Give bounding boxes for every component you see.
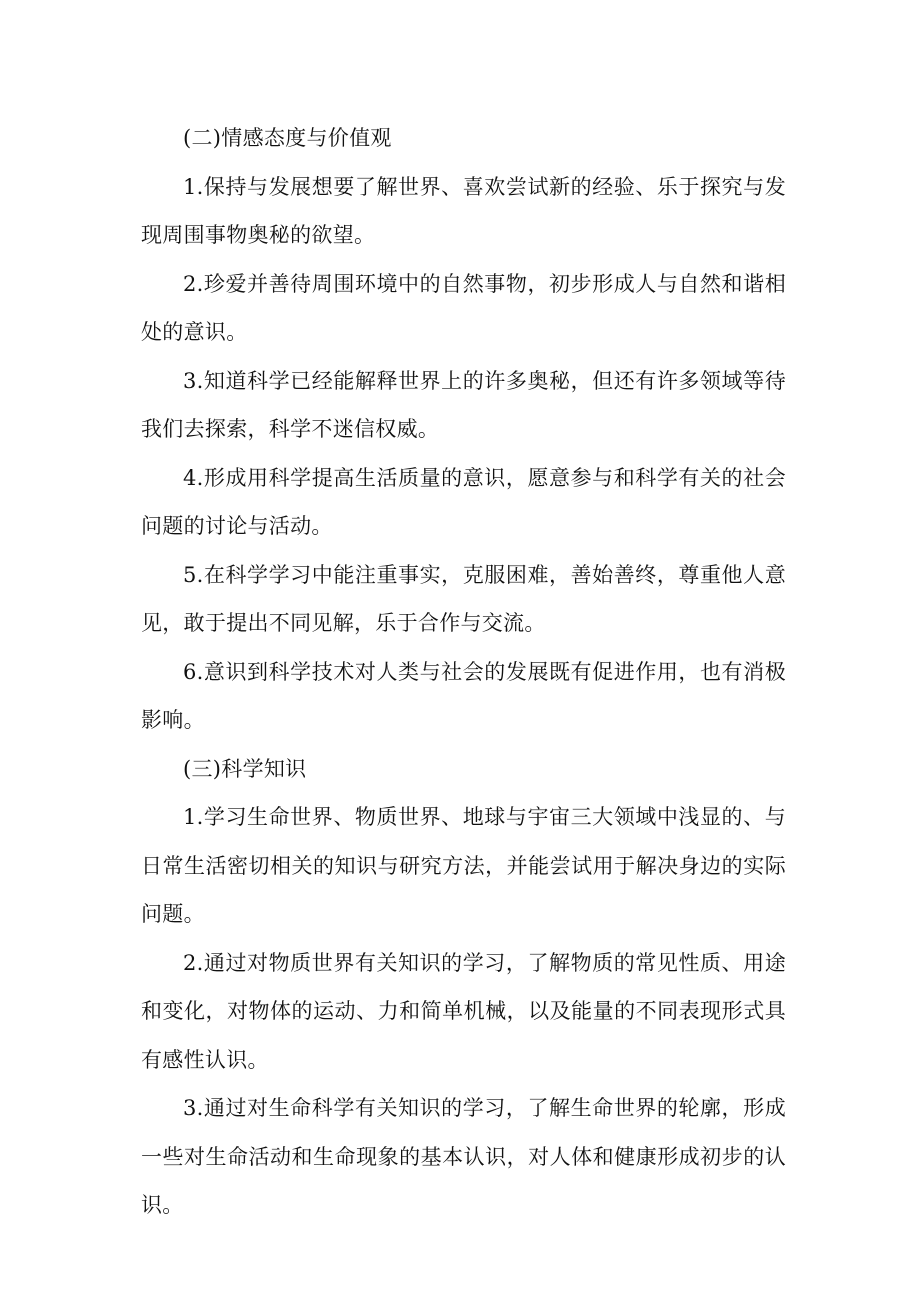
paragraph-attitudes-6: 6.意识到科学技术对人类与社会的发展既有促进作用，也有消极影响。 [141, 659, 786, 732]
paragraph-attitudes-3: 3.知道科学已经能解释世界上的许多奥秘，但还有许多领域等待我们去探索，科学不迷信权威。 [141, 368, 786, 441]
paragraph-knowledge-3: 3.通过对生命科学有关知识的学习，了解生命世界的轮廓，形成一些对生命活动和生命现象的基本认识，对人体和健康形成初步的认识。 [141, 1096, 786, 1217]
paragraph-attitudes-5: 5.在科学学习中能注重事实，克服困难，善始善终，尊重他人意见，敢于提出不同见解，乐于合作与交流。 [141, 562, 786, 635]
section-heading-knowledge: (三)科学知识 [183, 756, 307, 781]
paragraph-attitudes-2: 2.珍爱并善待周围环境中的自然事物，初步形成人与自然和谐相处的意识。 [141, 271, 786, 344]
paragraph-knowledge-2: 2.通过对物质世界有关知识的学习，了解物质的常见性质、用途和变化，对物体的运动、力和简单机械，以及能量的不同表现形式具有感性认识。 [141, 950, 786, 1072]
document-body [141, 114, 786, 1230]
section-heading-attitudes: (二)情感态度与价值观 [183, 126, 392, 150]
paragraph-attitudes-1: 1.保持与发展想要了解世界、喜欢尝试新的经验、乐于探究与发现周围事物奥秘的欲望。 [141, 174, 786, 247]
paragraph-knowledge-1: 1.学习生命世界、物质世界、地球与宇宙三大领域中浅显的、与日常生活密切相关的知识与研究方法，并能尝试用于解决身边的实际问题。 [141, 805, 786, 926]
paragraph-attitudes-4: 4.形成用科学提高生活质量的意识，愿意参与和科学有关的社会问题的讨论与活动。 [141, 465, 786, 538]
